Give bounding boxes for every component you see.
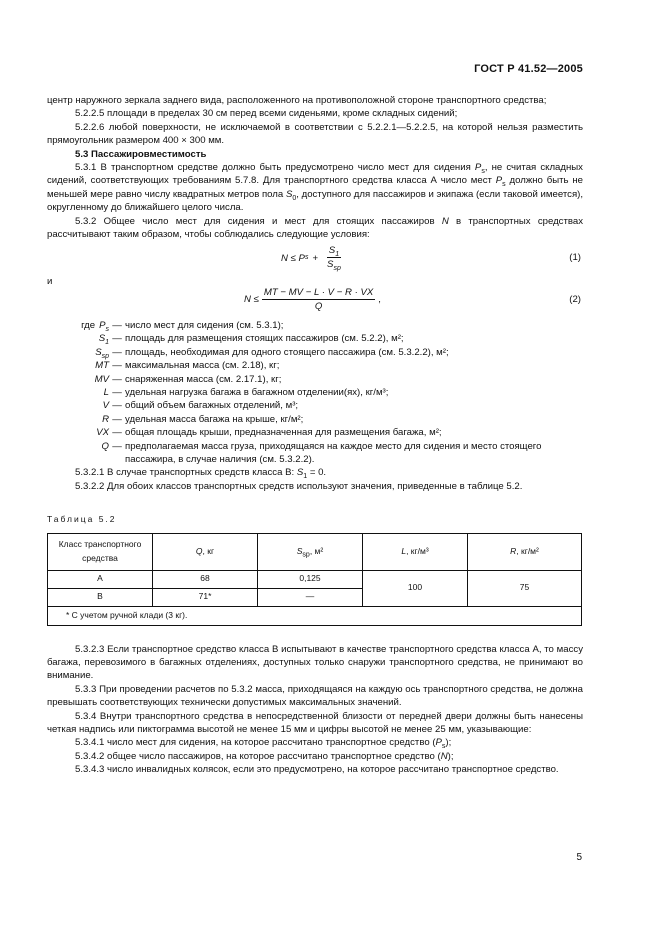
definition-item: где $P_s$ — число мест для сидения (см. 5.3.1);	[47, 319, 583, 332]
header-class: Класс транспортного средства	[48, 533, 153, 570]
paragraph: центр наружного зеркала заднего вида, расположенного на противоположной стороне транспортного средства;	[47, 95, 547, 106]
text: 5.3.2 Общее число мест для сидения и мест для стоящих пассажиров	[75, 215, 442, 227]
definition-item: R — удельная масса багажа на крыше, кг/м²;	[47, 413, 583, 426]
definition-text: площадь для размещения стоящих пассажиров (см. 5.2.2), м²;	[125, 333, 404, 345]
cell-l: 100	[363, 570, 468, 606]
definition-symbol: $S_{sp}$	[95, 346, 109, 360]
table-footnote: * С учетом ручной клади (3 кг).	[48, 606, 582, 625]
definition-item: MT — максимальная масса (см. 2.18), кг;	[47, 359, 583, 372]
clause-5-3-1	[47, 161, 583, 215]
table-5-2	[47, 533, 582, 626]
conjunction: и	[47, 276, 53, 288]
fraction	[262, 287, 375, 313]
text: в транспортных средствах рассчитывают таким образом, чтобы соблюдались следующие условия:	[47, 215, 583, 241]
text: должно быть не меньшей мере равно числу квадратных метров пола	[47, 175, 583, 200]
definition-item: V — общий объем багажных отделений, м³;	[47, 399, 583, 412]
clause-5-3-2-1: 5.3.2.1 В случае транспортных средств класса В: $S_1 = 0$.	[75, 467, 327, 481]
formula-1	[47, 241, 583, 275]
cell-ssp: —	[258, 588, 363, 606]
text: , доступного для пассажиров и экипажа (если таковой имеется), округленному до ближайшего целого числа.	[47, 188, 584, 214]
symbol: N	[441, 215, 449, 227]
subscript: s	[481, 167, 485, 175]
clause-5-3-4: 5.3.4 Внутри транспортного средства в непосредственной близости от передней двери должны быть нанесены четкая надпись или пиктограмма высотой не менее 15 мм и цифры высотой не менее 25 мм, указывающие:	[47, 710, 583, 735]
definition-item: $S_1$ — площадь для размещения стоящих пассажиров (см. 5.2.2), м²;	[47, 332, 583, 345]
plus-sign: +	[312, 252, 319, 264]
symbol: S	[285, 188, 293, 200]
cell-q: 68	[153, 570, 258, 588]
formula-number: (2)	[569, 293, 581, 305]
page-number: 5	[576, 852, 582, 863]
definition-text: общая площадь крыши, предназначенная для размещения багажа, м²;	[125, 427, 442, 439]
formula-2-expression	[244, 283, 381, 317]
definition-symbol: L	[103, 386, 109, 398]
table-note-row	[48, 606, 582, 625]
den-symbol: S	[327, 259, 334, 271]
formula-lhs: N ≤ P	[281, 252, 305, 264]
clause-5-2-2-6: 5.2.2.6 любой поверхности, не исключаемой в соответствии с 5.2.2.1—5.2.2.5, на которой нельзя разместить прямоугольник размером 400 × 300 мм.	[47, 121, 583, 147]
formula-1-expression: N ≤ P s + $\frac{S_1}{S_{sp}}$	[281, 245, 341, 273]
definition-text: удельная масса багажа на крыше, кг/м²;	[125, 413, 304, 425]
denominator: Q	[314, 300, 323, 312]
symbol: N	[440, 750, 448, 762]
cell-class: A	[48, 570, 153, 588]
clause-5-3-2	[47, 215, 583, 242]
cell-q: 71*	[153, 588, 258, 606]
definition-symbol: R	[102, 413, 109, 425]
definition-text: снаряженная масса (см. 2.17.1), кг;	[125, 373, 282, 385]
clause-5-3-4-1: 5.3.4.1 число мест для сидения, на которое рассчитано транспортное средство $(P_s)$;	[75, 737, 452, 751]
section-heading-5-3: 5.3 Пассажировместимость	[75, 148, 207, 160]
subscript: s	[502, 181, 506, 189]
numerator	[327, 245, 341, 258]
subscript: 0	[292, 194, 297, 202]
definition-symbol: V	[102, 400, 109, 412]
text: , не считая складных сидений, соответствующих требованиям 5.7.8. Для транспортного средства класса А число мест	[47, 162, 583, 187]
definition-symbol: Q	[101, 440, 109, 452]
formula-number: (1)	[569, 252, 581, 264]
cell-class: B	[48, 588, 153, 606]
formula-lhs: N ≤	[244, 294, 259, 306]
definitions-list	[47, 319, 583, 466]
symbol: P	[495, 175, 503, 187]
page-body	[47, 94, 583, 777]
definition-text: площадь, необходимая для одного стоящего пассажира (см. 5.3.2.2), м²;	[125, 346, 449, 358]
table-header-row	[48, 533, 582, 570]
definition-item: $S_{sp}$ — площадь, необходимая для одного стоящего пассажира (см. 5.3.2.2), м²;	[47, 346, 583, 359]
numerator: MT − MV − L · V − R · VX	[263, 286, 374, 298]
definition-item: VX — общая площадь крыши, предназначенная для размещения багажа, м²;	[47, 426, 583, 439]
definition-text: общий объем багажных отделений, м³;	[125, 400, 299, 412]
definition-symbol: $S_1$	[98, 333, 109, 347]
formula-2	[47, 283, 583, 317]
cell-ssp: 0,125	[258, 570, 363, 588]
clause-5-3-3: 5.3.3 При проведении расчетов по 5.3.2 масса, приходящаяся на каждую ось транспортного средства, не должна превышать соответствующих технически допустимых максимальных значений.	[47, 683, 583, 709]
definition-item: MV — снаряженная масса (см. 2.17.1), кг;	[47, 373, 583, 386]
table-row	[48, 570, 582, 588]
symbol: P	[474, 162, 482, 174]
definition-symbol: MV	[94, 373, 109, 385]
definition-item: L — удельная нагрузка багажа в багажном отделении(ях), кг/м³;	[47, 386, 583, 399]
header-l: L, кг/м³	[363, 533, 468, 570]
table-caption: Таблица 5.2	[47, 514, 117, 525]
comma: ,	[378, 294, 381, 306]
cell-r: 75	[468, 570, 582, 606]
fraction	[325, 245, 343, 271]
document-code: ГОСТ Р 41.52—2005	[474, 63, 583, 75]
definition-symbol: MT	[95, 360, 109, 372]
definition-symbol: VX	[96, 427, 109, 439]
definition-symbol: где $P_s$	[81, 319, 109, 333]
denominator	[325, 258, 343, 271]
definition-item: Q — предполагаемая масса груза, приходящаяся на каждое место для сидения и место стоящего пассажира, в случае наличия (см. 5.3.2.2).	[47, 440, 583, 467]
subscript: sp	[333, 265, 341, 273]
subscript: 1	[335, 251, 340, 259]
definition-text: максимальная масса (см. 2.18), кг;	[125, 360, 280, 372]
text: 5.3.1 В транспортном средстве должно быть предусмотрено число мест для сидения	[75, 162, 475, 174]
symbol: P	[435, 737, 442, 749]
definition-text: число мест для сидения (см. 5.3.1);	[125, 319, 284, 331]
definition-text: удельная нагрузка багажа в багажном отделении(ях), кг/м³;	[125, 386, 389, 398]
header-r: R, кг/м²	[468, 533, 582, 570]
where-word: где	[81, 319, 96, 331]
symbol: S	[296, 467, 304, 479]
definition-text: предполагаемая масса груза, приходящаяся на каждое место для сидения и место стоящего пассажира, в случае наличия (см. 5.3.2.2).	[125, 440, 542, 465]
header-ssp: $S_{sp}$, м²	[258, 533, 363, 570]
clause-5-3-4-2: 5.3.4.2 общее число пассажиров, на которое рассчитано транспортное средство (N);	[75, 750, 454, 762]
header-q: Q, кг	[153, 533, 258, 570]
clause-5-2-2-5: 5.2.2.5 площади в пределах 30 см перед всеми сиденьями, кроме складных сидений;	[75, 108, 458, 120]
clause-5-3-2-3: 5.3.2.3 Если транспортное средство класса В испытывают в качестве транспортного средства класса А, то массу багажа, перевозимого в багажных отделениях, доступных только снаружи транспортного средства, не принимают во внимание.	[47, 643, 583, 682]
num-symbol: S	[328, 245, 336, 257]
clause-5-3-4-3: 5.3.4.3 число инвалидных колясок, если это предусмотрено, на которое рассчитано транспортное средство.	[75, 764, 559, 776]
clause-5-3-2-2: 5.3.2.2 Для обоих классов транспортных средств используют значения, приведенные в таблице 5.2.	[75, 480, 523, 492]
